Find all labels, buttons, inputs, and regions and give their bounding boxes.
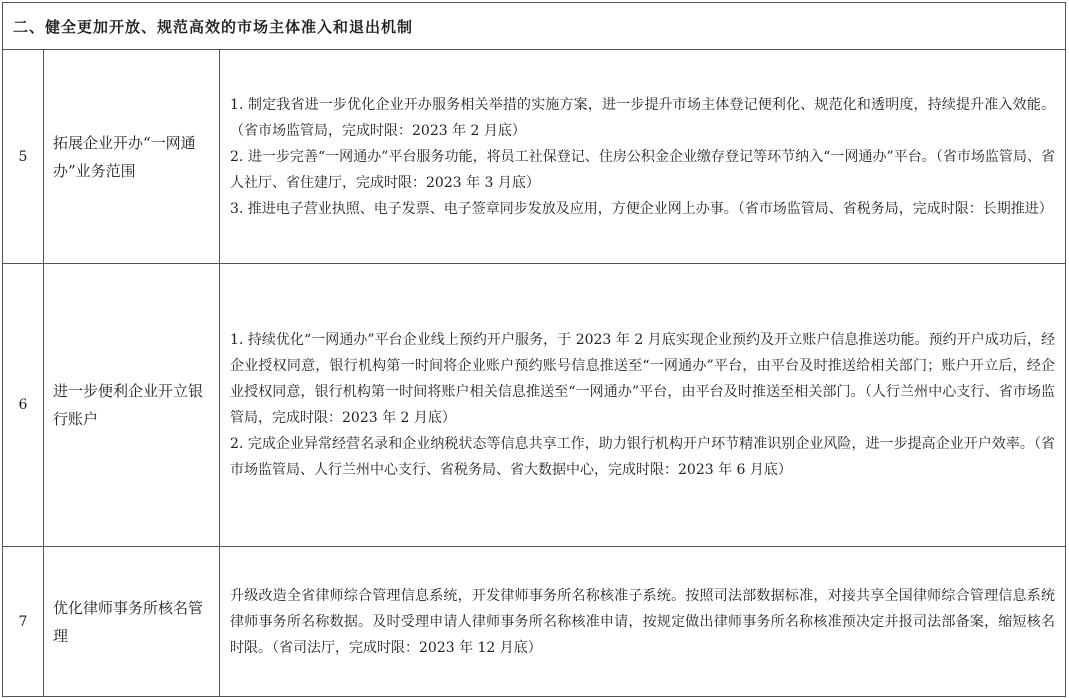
section-title: 二、健全更加开放、规范高效的市场主体准入和退出机制 [3, 3, 1066, 50]
row-item: 优化律师事务所核名管理 [44, 547, 220, 697]
table-row [3, 547, 1066, 697]
row-item: 拓展企业开办“一网通办”业务范围 [44, 50, 220, 264]
content-paragraph: 2. 进一步完善“一网通办”平台服务功能，将员工社保登记、住房公积金企业缴存登记等环节纳入“一网通办”平台。（省市场监管局、省人社厅、省住建厅，完成时限：2023 年 3 月底） [230, 148, 1055, 191]
content-paragraph: 1. 制定我省进一步优化企业开办服务相关举措的实施方案，进一步提升市场主体登记便利化、规范化和透明度，持续提升准入效能。（省市场监管局，完成时限：2023 年 2 月底） [230, 96, 1055, 139]
content-paragraph: 3. 推进电子营业执照、电子发票、电子签章同步发放及应用，方便企业网上办事。（省市场监管局、省税务局，完成时限：长期推进） [230, 200, 1053, 217]
row-content [220, 50, 1066, 264]
row-content [220, 264, 1066, 547]
section-header-row [3, 3, 1066, 50]
content-paragraph: 升级改造全省律师综合管理信息系统，开发律师事务所名称核准子系统。按照司法部数据标准，对接共享全国律师综合管理信息系统律师事务所名称数据。及时受理申请人律师事务所名称核准申请，按规定做出律师事务所名称核准预决定并报司法部备案，缩短核名时限。（省司法厅，完成时限：2023 年 12 月底） [230, 587, 1055, 656]
row-number: 7 [3, 547, 44, 697]
content-paragraph: 2. 完成企业异常经营名录和企业纳税状态等信息共享工作，助力银行机构开户环节精准识别企业风险，进一步提高企业开户效率。（省市场监管局、人行兰州中心支行、省税务局、省大数据中心，完成时限：2023 年 6 月底） [230, 436, 1055, 478]
table-row [3, 264, 1066, 547]
content-paragraph: 1. 持续优化“一网通办”平台企业线上预约开户服务，于 2023 年 2 月底实现企业预约及开立账户信息推送功能。预约开户成功后，经企业授权同意，银行机构第一时间将企业账户预约账号信息推送至“一网通办”平台，由平台及时推送给相关部门；账户开立后，经企业授权同意，银行机构第一时间将账户相关信息推送至“一网通办”平台，由平台及时推送至相关部门。（人行兰州中心支行、省市场监管局，完成时限：2023 年 2 月底） [230, 332, 1055, 426]
measures-table [2, 2, 1066, 697]
row-item: 进一步便利企业开立银行账户 [44, 264, 220, 547]
table-row [3, 50, 1066, 264]
row-content [220, 547, 1066, 697]
row-number: 6 [3, 264, 44, 547]
row-number: 5 [3, 50, 44, 264]
